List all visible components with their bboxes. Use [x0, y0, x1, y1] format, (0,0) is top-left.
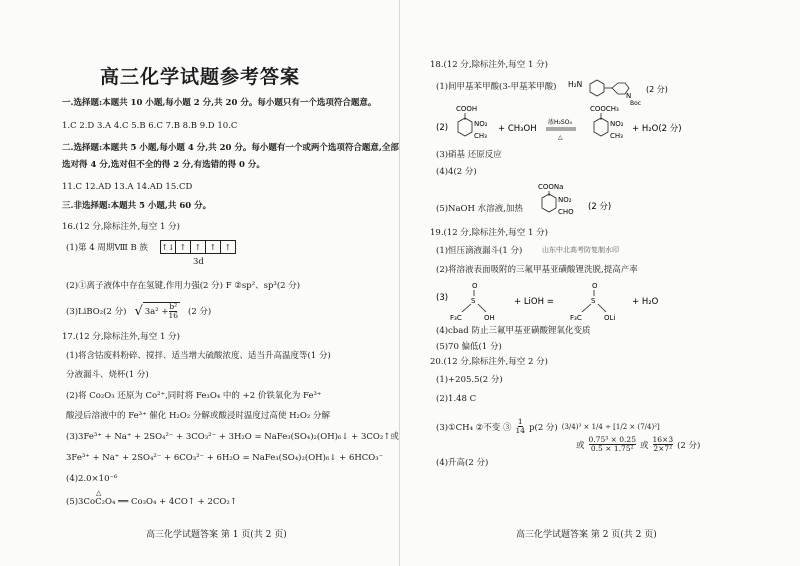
q20-3-text: (3)①CH₄ ②不变 ③ — [436, 422, 512, 433]
equation-text: + CH₃OH — [498, 124, 537, 134]
q16-part1 — [66, 240, 235, 254]
benzene-ring — [458, 118, 472, 136]
q16-part2: (2)①离子液体中存在氢键,作用力强(2 分) F ②sp²、sp³(2 分) — [66, 281, 301, 291]
equation-text: + H₂O — [632, 297, 659, 307]
section3-heading: 三.非选择题:本题共 5 小题,共 60 分。 — [62, 201, 212, 211]
equation-text: + LiOH = — [514, 297, 554, 307]
orbital-cell: ↑↓ — [160, 240, 176, 254]
answer-page-2 — [400, 0, 800, 566]
q16-3-text: (3)LiBO₂(2 分) — [66, 307, 127, 317]
kp-expression: (3/4)³ × 1/4 ÷ [1/2 × (7/4)²] — [561, 422, 660, 431]
atom-label: O — [592, 282, 598, 290]
q17-part4: (4)2.0×10⁻⁶ — [66, 474, 118, 484]
atom-label: F₃C — [450, 314, 462, 322]
fraction-denominator: 0.5 × 1.75² — [590, 444, 634, 453]
q19-part5: (5)70 偏低(1 分) — [436, 342, 502, 352]
fraction — [653, 436, 674, 453]
orbital-cell: ↑ — [205, 240, 221, 254]
reaction-condition: 浓H₂SO₄ — [548, 119, 572, 126]
group-label: NO₂ — [558, 196, 572, 204]
q18-1-score: (2 分) — [646, 85, 668, 94]
group-label: COOCH₃ — [590, 105, 619, 113]
equation-text: + H₂O(2 分) — [632, 124, 682, 134]
fraction-numerator: b² — [169, 302, 178, 311]
q18-part1: (1)间甲基苯甲酸(3-甲基苯甲酸) — [436, 82, 557, 92]
atom-label: O — [472, 282, 478, 290]
fraction-numerator: 16×3 — [652, 435, 674, 444]
q18-2-label: (2) — [436, 123, 449, 133]
benzene-ring — [542, 194, 556, 212]
fraction-denominator: 16 — [168, 311, 178, 320]
atom-label: S — [591, 297, 596, 305]
or-text: 或 — [576, 440, 585, 451]
sqrt-fraction — [168, 303, 178, 320]
orbital-label: 3d — [193, 257, 204, 267]
group-label: CH₃ — [474, 132, 487, 140]
q18-heading: 18.(12 分,除标注外,每空 1 分) — [430, 60, 548, 70]
sqrt-expression: √ 3a² + $\frac{\text{b²}}{16}$ — [134, 302, 178, 320]
bond — [462, 304, 471, 312]
group-label: COOH — [456, 105, 478, 113]
section1-heading: 一.选择题:本题共 10 小题,每小题 2 分,共 20 分。每小题只有一个选项符合题意。 — [62, 98, 377, 108]
q18-part5-structure — [536, 180, 656, 222]
q17-part1: (1)将含钴废料粉碎、搅拌、适当增大硫酸浓度、适当升高温度等(1 分) — [66, 351, 331, 361]
q20-part3-alt — [576, 436, 700, 453]
page-title: 高三化学试题参考答案 — [99, 66, 300, 88]
q18-5-score: (2 分) — [588, 202, 612, 212]
bond — [478, 304, 486, 312]
q20-3-text: p(2 分) — [529, 422, 558, 433]
q16-part3 — [66, 302, 211, 320]
q19-3-label: (3) — [436, 293, 449, 303]
group-label: CHO — [558, 208, 574, 216]
q20-part4: (4)升高(2 分) — [436, 458, 489, 468]
fraction-numerator: 0.75³ × 0.25 — [588, 435, 636, 444]
section2-answers: 11.C 12.AD 13.A 14.AD 15.CD — [62, 182, 193, 192]
watermark-note: 山东中北高考防复制水印 — [542, 246, 619, 254]
q17-part5: (5)3CoC₂O₄ ══ Co₃O₄ + 4CO↑ + 2CO₂↑ — [66, 497, 237, 507]
q17-part1b: 分液漏斗、烧杯(1 分) — [66, 370, 149, 380]
bond — [582, 304, 591, 312]
q19-part1: (1)恒压滴液漏斗(1 分) — [436, 246, 523, 256]
reaction-condition: △ — [96, 489, 102, 497]
page-footer: 高三化学试题答案 第 2 页(共 2 页) — [516, 530, 657, 540]
struct-label: N — [626, 92, 632, 100]
section1-answers: 1.C 2.D 3.A 4.C 5.B 6.C 7.B 8.B 9.D 10.C — [62, 121, 238, 131]
struct-label: H₂N — [568, 80, 583, 89]
reaction-condition: △ — [558, 134, 563, 141]
or-text: 或 — [639, 440, 649, 451]
q17-part3b: 3Fe³⁺ + Na⁺ + 2SO₄²⁻ + 6CO₃²⁻ + 6H₂O = NaFe₃(SO₄)₂(OH)₆↓ + 6HCO₃⁻ — [66, 453, 384, 463]
q17-heading: 17.(12 分,除标注外,每空 1 分) — [62, 332, 180, 342]
q20-3-score: (2 分) — [677, 440, 701, 451]
q20-part3 — [436, 418, 660, 435]
q18-part3: (3)硝基 还原反应 — [436, 150, 502, 160]
sqrt-term: 3a² + — [144, 306, 169, 317]
group-label: NO₂ — [474, 120, 488, 128]
orbital-diagram — [160, 240, 235, 254]
fraction — [516, 418, 526, 435]
fraction-numerator: 1 — [517, 417, 523, 426]
q17-part2: (2)将 Co₂O₃ 还原为 Co²⁺,同时将 Fe₃O₄ 中的 +2 价铁氧化为 Fe³⁺ — [66, 391, 322, 401]
piperidine-structure — [568, 70, 768, 106]
atom-label: S — [471, 297, 476, 305]
q16-heading: 16.(12 分,除标注外,每空 1 分) — [62, 222, 180, 232]
q20-part2: (2)1.48 C — [436, 394, 477, 404]
q19-part3-equation — [436, 280, 766, 322]
group-label: COONa — [538, 183, 564, 191]
q17-part3a: (3)3Fe³⁺ + Na⁺ + 2SO₄²⁻ + 3CO₃²⁻ + 3H₂O = NaFe₃(SO₄)₂(OH)₆↓ + 3CO₂↑或 — [66, 432, 399, 442]
orbital-cell: ↑ — [190, 240, 206, 254]
q19-part4: (4)cbad 防止三氟甲基亚磺酸锂氧化变质 — [436, 326, 591, 336]
q19-part2: (2)将溶液表面吸附的三氟甲基亚磺酸锂洗脱,提高产率 — [436, 265, 638, 275]
q19-heading: 19.(12 分,除标注外,每空 1 分) — [430, 228, 548, 238]
struct-label: Boc — [630, 100, 642, 106]
benzene-ring — [594, 118, 608, 136]
atom-label: F₃C — [570, 314, 582, 322]
group-label: NO₂ — [610, 120, 624, 128]
orbital-cell: ↑ — [175, 240, 191, 254]
q20-heading: 20.(12 分,除标注外,每空 2 分) — [430, 357, 548, 367]
fraction-denominator: 2×7² — [653, 444, 673, 453]
q16-3-score: (2 分) — [188, 307, 212, 317]
fraction — [589, 436, 636, 453]
benzene-ring — [590, 80, 604, 96]
q18-part4: (4)4(2 分) — [436, 167, 477, 177]
page-footer: 高三化学试题答案 第 1 页(共 2 页) — [146, 530, 287, 540]
q18-part2-equation — [436, 102, 776, 150]
q17-part2b: 酸浸后溶液中的 Fe³⁺ 催化 H₂O₂ 分解或酸浸时温度过高使 H₂O₂ 分解 — [66, 411, 330, 421]
atom-label: OLi — [604, 314, 616, 322]
section2-heading-line1: 二.选择题:本题共 5 小题,每小题 4 分,共 20 分。每小题有一个或两个选项符合题意,全部 — [62, 143, 399, 153]
fraction-denominator: 14 — [515, 426, 526, 435]
section2-heading-line2: 选对得 4 分,选对但不全的得 2 分,有选错的得 0 分。 — [62, 160, 265, 170]
atom-label: OH — [484, 314, 495, 322]
group-label: CH₃ — [610, 132, 623, 140]
q20-part1: (1)+205.5(2 分) — [436, 375, 503, 385]
q16-1-text: (1)第 4 周期Ⅷ B 族 — [66, 243, 148, 253]
bond — [598, 304, 606, 312]
q18-part5: (5)NaOH 水溶液,加热 — [436, 204, 523, 214]
orbital-cell: ↑ — [220, 240, 236, 254]
